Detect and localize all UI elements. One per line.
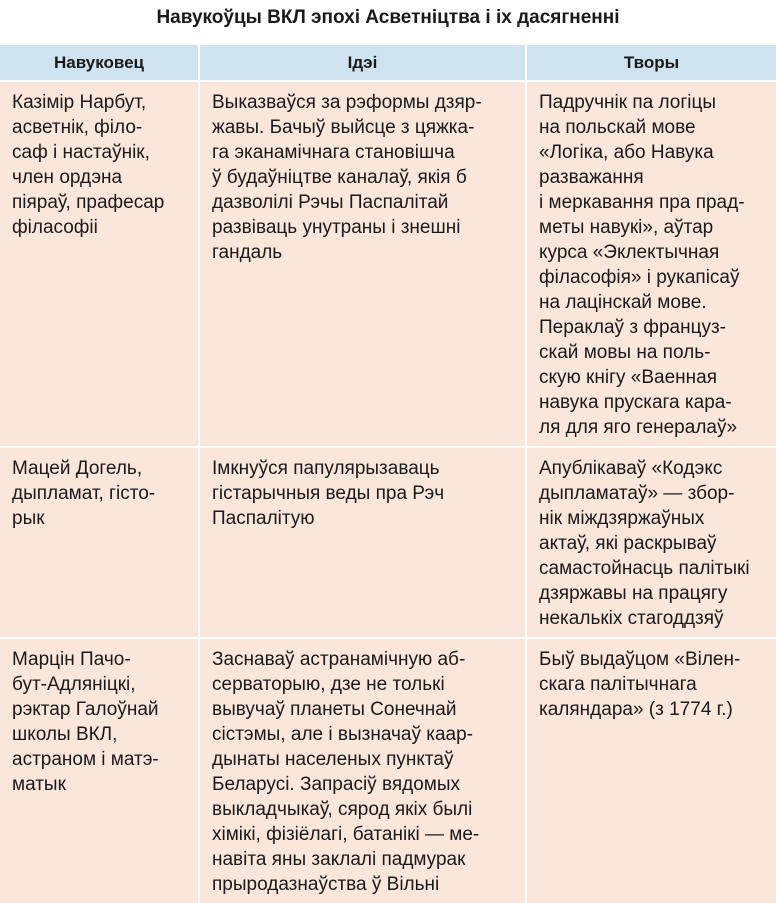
cell-ideas: Заснаваў астранамічную аб- серваторыю, дзе не толькі вывучаў планеты Сонечнай сістэмы, але і вызначаў каар- дынаты населеных пунктаў Беларусі. Запрасіў вядомых выкладчыкаў, сярод якіх былі хімікі, фізіёлагі, батанікі — ме- навіта яны заклалі падмурак прыродазнаўства ў Вільні [199, 638, 526, 903]
cell-works: Быў выдаўцом «Вілен- скага палітычнага каляндара» (з 1774 г.) [526, 638, 776, 903]
cell-works: Падручнік па логіцы на польскай мове «Логіка, або Навука разважання і меркавання пра прад- меты навукі», аўтар курса «Эклектычная філасофія» і рукапісаў на лацінскай мове. Пераклаў з француз- скай мовы на поль- скую кнігу «Ваенная навука прускага кара- ля для яго генералаў» [526, 81, 776, 447]
cell-scientist: Марцін Пачо- бут-Адляніцкі, рэктар Галоўнай школы ВКЛ, астраном і матэ- матык [0, 638, 199, 903]
cell-scientist: Мацей Догель, дыпламат, гісто- рык [0, 447, 199, 638]
cell-scientist: Казімір Нарбут, асветнік, філо- саф і настаўнік, член ордэна піяраў, прафесар філасофіі [0, 81, 199, 447]
table-row [0, 81, 776, 447]
cell-ideas: Выказваўся за рэформы дзяр- жавы. Бачыў выйсце з цяжка- га эканамічнага становішча ў будаўніцтве каналаў, якія б дазволілі Рэчы Паспалітай развіваць унутраны і знешні гандаль [199, 81, 526, 447]
column-header-works: Творы [526, 45, 776, 81]
column-header-scientist: Навуковец [0, 45, 199, 81]
table-header-row [0, 45, 776, 81]
table-row [0, 447, 776, 638]
column-header-ideas: Ідэі [199, 45, 526, 81]
cell-ideas: Імкнуўся папулярызаваць гістарычныя веды пра Рэч Паспалітую [199, 447, 526, 638]
cell-works: Апублікаваў «Кодэкс дыпламатаў» — збор- нік міждзяржаўных актаў, які раскрываў самастойнасць палітыкі дзяржавы на працягу некалькіх стагоддзяў [526, 447, 776, 638]
scientists-table [0, 45, 776, 903]
table-row [0, 638, 776, 903]
page-title: Навукоўцы ВКЛ эпохі Асветніцтва і іх дасягненні [156, 7, 620, 28]
